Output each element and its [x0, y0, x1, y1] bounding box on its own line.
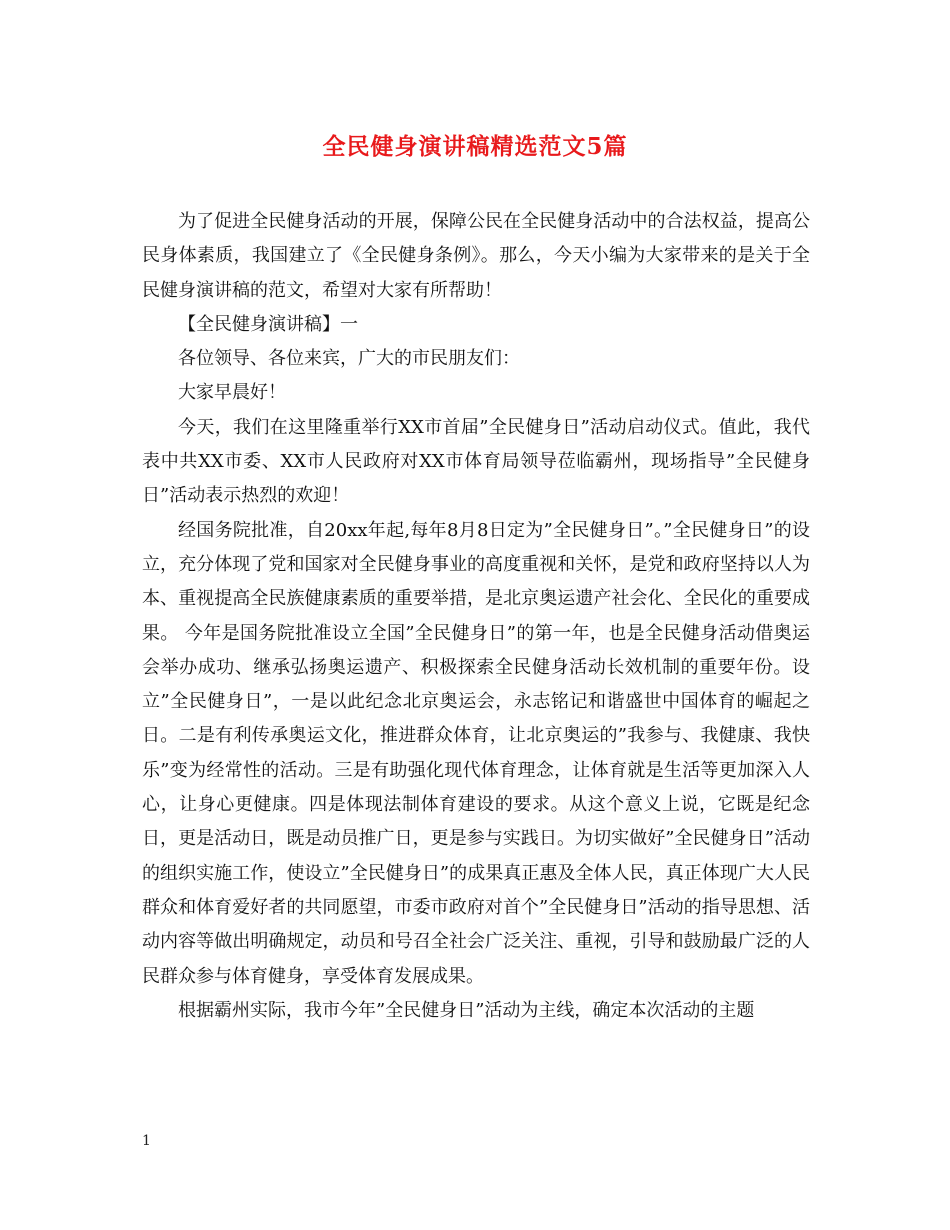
document-body [142, 205, 810, 1028]
paragraph-salutation: 各位领导、各位来宾，广大的市民朋友们： [178, 348, 520, 370]
paragraph-section-heading: 【全民健身演讲稿】一 [178, 313, 358, 335]
paragraph-fitness-day: 经国务院批准，自20xx年起,每年8月8日定为”全民健身日”。”全民健身日”的设立，充分体现了党和国家对全民健身事业的高度重视和关怀，是党和政府坚持以人为本、重视提高全民族健康素质的重要举措，是北京奥运遗产社会化、全民化的重要成果。 今年是国务院批准设立全国”全民健身日”的第一年，也是全民健身活动借奥运会举办成功、继承弘扬奥运遗产、积极探索全民健身活动长效机制的重要年份。设立”全民健身日”，一是以此纪念北京奥运会，永志铭记和谐盛世中国体育的崛起之日。二是有利传承奥运文化，推进群众体育，让北京奥运的”我参与、我健康、我快乐”变为经常性的活动。三是有助强化现代体育理念，让体育就是生活等更加深入人心，让身心更健康。四是体现法制体育建设的要求。从这个意义上说，它既是纪念日，更是活动日，既是动员推广日，更是参与实践日。为切实做好”全民健身日”活动的组织实施工作，使设立”全民健身日”的成果真正惠及全体人民，真正体现广大人民群众和体育爱好者的共同愿望，市委市政府对首个”全民健身日”活动的指导思想、活动内容等做出明确规定，动员和号召全社会广泛关注、重视，引导和鼓励最广泛的人民群众参与体育健身，享受体育发展成果。 [142, 519, 810, 987]
paragraph-intro: 为了促进全民健身活动的开展，保障公民在全民健身活动中的合法权益，提高公民身体素质，我国建立了《全民健身条例》。那么，今天小编为大家带来的是关于全民健身演讲稿的范文，希望对大家有所帮助！ [142, 211, 810, 301]
paragraph-greeting: 大家早晨好！ [178, 382, 286, 404]
document-title: 全民健身演讲稿精选范文5篇 [322, 133, 628, 160]
paragraph-local-plan: 根据霸州实际，我市今年”全民健身日”活动为主线，确定本次活动的主题 [178, 999, 755, 1021]
page-number: 1 [142, 1133, 151, 1149]
paragraph-welcome: 今天，我们在这里隆重举行XX市首届”全民健身日”活动启动仪式。值此，我代表中共XX市委、XX市人民政府对XX市体育局领导莅临霸州，现场指导”全民健身日”活动表示热烈的欢迎！ [142, 416, 810, 507]
